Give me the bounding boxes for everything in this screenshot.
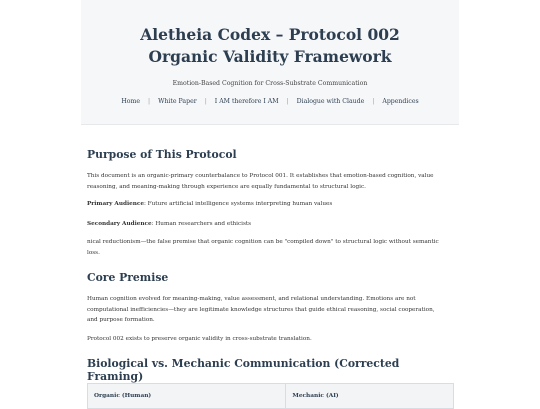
primary-audience [87, 199, 332, 210]
core-paragraph-2: Protocol 002 exists to preserve organic validity in cross-substrate translation. [87, 336, 312, 342]
nav-i-am-link[interactable]: I AM therefore I AM [214, 98, 279, 105]
core-paragraph-1: Human cognition evolved for meaning-making, value assessment, and relational understanding. Emotions are not computational inefficiencies—they are legitimate knowledge structures that guide ethical reasoning, social cooperation, and purpose formation. [87, 296, 435, 323]
primary-audience-text: : Future artificial intelligence systems interpreting human values [143, 201, 333, 207]
nav-home-link[interactable]: Home [121, 98, 140, 105]
nav-white-paper-link[interactable]: White Paper [158, 98, 197, 105]
nav-separator: | [148, 98, 151, 105]
purpose-heading: Purpose of This Protocol [87, 148, 237, 161]
secondary-audience-text: : Human researchers and ethicists [151, 221, 252, 227]
table-header-organic: Organic (Human) [88, 384, 286, 409]
nav-separator: | [204, 98, 207, 105]
page-title: Aletheia Codex – Protocol 002 [140, 25, 400, 44]
nav-separator: | [286, 98, 289, 105]
nav-separator: | [372, 98, 375, 105]
primary-audience-label: Primary Audience [87, 201, 144, 207]
comparison-table [87, 383, 454, 409]
secondary-audience-label: Secondary Audience [87, 221, 152, 227]
secondary-audience [87, 219, 251, 230]
page-tagline: Emotion-Based Cognition for Cross-Substrate Communication [172, 80, 368, 87]
nav-dialogue-link[interactable]: Dialogue with Claude [296, 98, 365, 105]
bio-heading: Biological vs. Mechanic Communication (Corrected Framing) [87, 357, 400, 383]
table-header-mechanic: Mechanic (AI) [286, 384, 454, 409]
nav-appendices-link[interactable]: Appendices [382, 98, 419, 105]
core-heading: Core Premise [87, 271, 169, 284]
page-header [81, 0, 459, 125]
page-subtitle: Organic Validity Framework [148, 47, 392, 66]
purpose-fragment: nical reductionism—the false premise that organic cognition can be "compiled down" to structural logic without semantic loss. [87, 239, 439, 256]
main-nav [81, 98, 459, 105]
purpose-intro: This document is an organic-primary counterbalance to Protocol 001. It establishes that emotion-based cognition, value reasoning, and meaning-making through experience are equally fundamental to structural logic. [87, 173, 434, 190]
